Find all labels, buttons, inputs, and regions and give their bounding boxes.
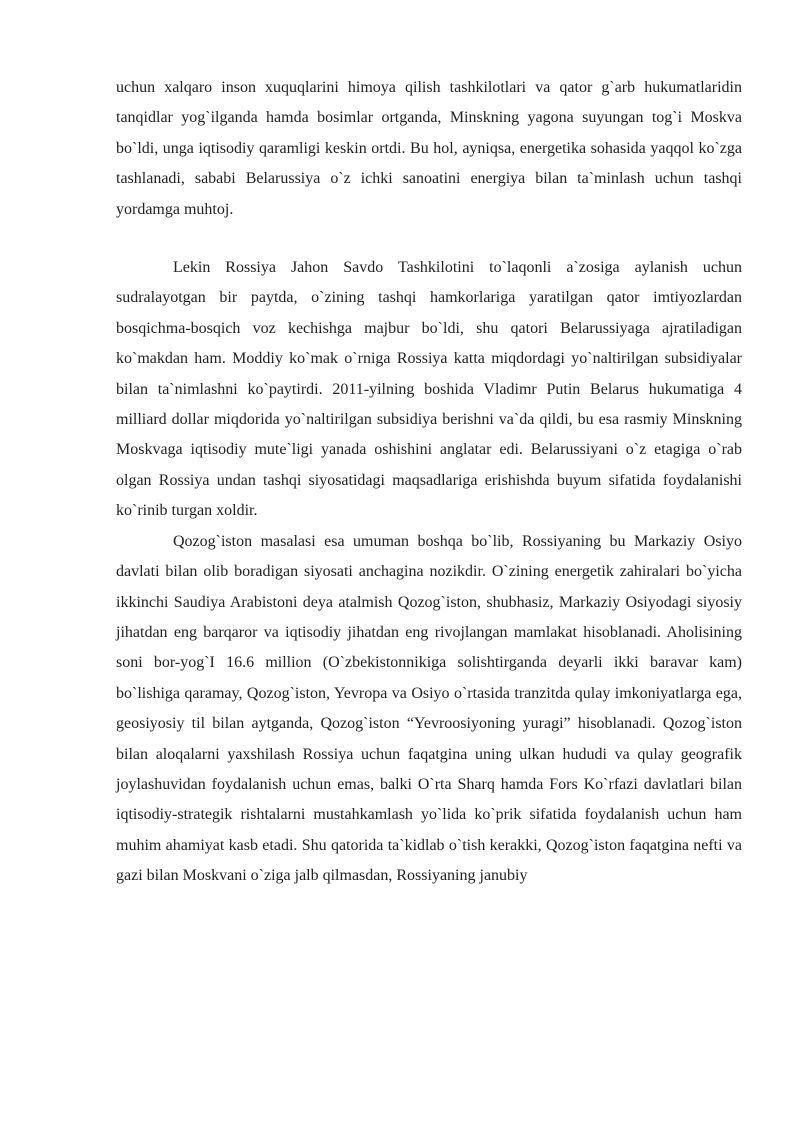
document-page <box>116 73 742 892</box>
paragraph-belarus-dependence: uchun xalqaro inson xuquqlarini himoya qilish tashkilotlari va qator g`arb hukumatlaridin tanqidlar yog`ilganda hamda bosimlar ortganda, Minskning yagona suyungan tog`i Moskva bo`ldi, unga iqtisodiy qaramligi keskin ortdi. Bu hol, ayniqsa, energetika sohasida yaqqol ko`zga tashlanadi, sababi Belarussiya o`z ichki sanoatini energiya bilan ta`minlash uchun tashqi yordamga muhtoj. <box>116 79 742 218</box>
paragraph-kazakhstan: Qozog`iston masalasi esa umuman boshqa bo`lib, Rossiyaning bu Markaziy Osiyo davlati bilan olib boradigan siyosati anchagina nozikdir. O`zining energetik zahiralari bo`yicha ikkinchi Saudiya Arabistoni deya atalmish Qozog`iston, shubhasiz, Markaziy Osiyodagi siyosiy jihatdan eng barqaror va iqtisodiy jihatdan eng rivojlangan mamlakat hisoblanadi. Aholisining soni bor-yog`I 16.6 million (O`zbekistonnikiga solishtirganda deyarli ikki baravar kam) bo`lishiga qaramay, Qozog`iston, Yevropa va Osiyo o`rtasida tranzitda qulay imkoniyatlarga ega, geosiyosiy til bilan aytganda, Qozog`iston “Yevroosiyoning yuragi” hisoblanadi. Qozog`iston bilan aloqalarni yaxshilash Rossiya uchun faqatgina uning ulkan hududi va qulay geografik joylashuvidan foydalanish uchun emas, balki O`rta Sharq hamda Fors Ko`rfazi davlatlari bilan iqtisodiy-strategik rishtalarni mustahkamlash yo`lida ko`prik sifatida foydalanish uchun ham muhim ahamiyat kasb etadi. Shu qatorida ta`kidlab o`tish kerakki, Qozog`iston faqatgina nefti va gazi bilan Moskvani o`ziga jalb qilmasdan, Rossiyaning janubiy <box>116 532 742 885</box>
paragraph-russia-wto: Lekin Rossiya Jahon Savdo Tashkilotini to`laqonli a`zosiga aylanish uchun sudralayotgan bir paytda, o`zining tashqi hamkorlariga yaratilgan qator imtiyozlardan bosqichma-bosqich voz kechishga majbur bo`ldi, shu qatori Belarussiyaga ajratiladigan ko`makdan ham. Moddiy ko`mak o`rniga Rossiya katta miqdordagi yo`naltirilgan subsidiyalar bilan ta`nimlashni ko`paytirdi. 2011-yilning boshida Vladimr Putin Belarus hukumatiga 4 milliard dollar miqdorida yo`naltirilgan subsidiya berishni va`da qildi, bu esa rasmiy Minskning Moskvaga iqtisodiy mute`ligi yanada oshishini anglatar edi. Belarussiyani o`z etagiga o`rab olgan Rossiya undan tashqi siyosatidagi maqsadlariga erishishda buyum sifatida foydalanishi ko`rinib turgan xoldir. <box>116 259 742 520</box>
